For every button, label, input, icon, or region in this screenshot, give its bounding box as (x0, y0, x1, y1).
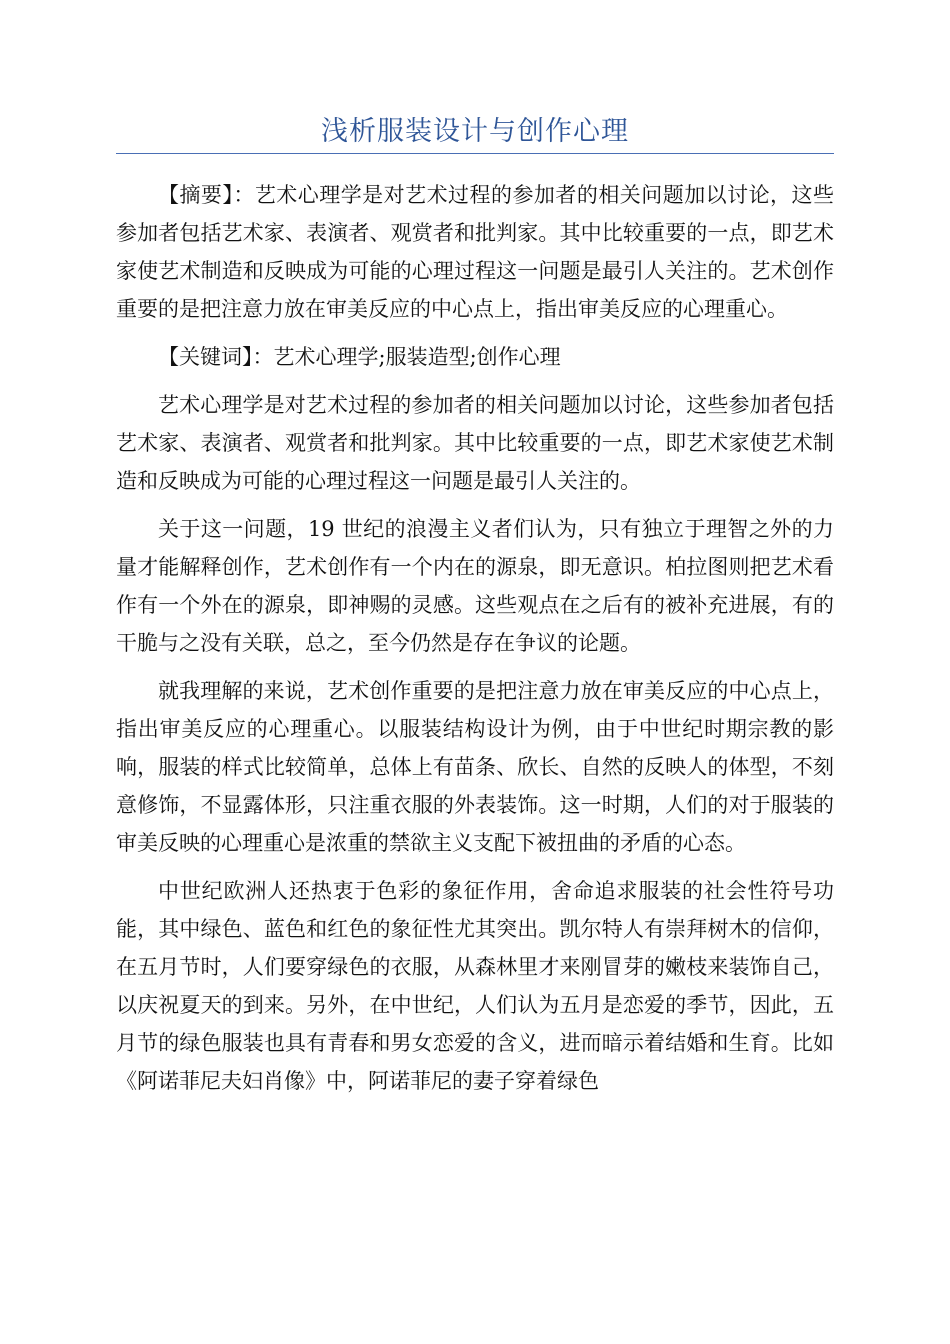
title-underline (116, 153, 834, 154)
abstract-paragraph: 【摘要】：艺术心理学是对艺术过程的参加者的相关问题加以讨论，这些参加者包括艺术家、表演者、观赏者和批判家。其中比较重要的一点，即艺术家使艺术制造和反映成为可能的心理过程这一问题是最引人关注的。艺术创作重要的是把注意力放在审美反应的中心点上，指出审美反应的心理重心。 (116, 183, 834, 321)
body-paragraph-1: 艺术心理学是对艺术过程的参加者的相关问题加以讨论，这些参加者包括艺术家、表演者、观赏者和批判家。其中比较重要的一点，即艺术家使艺术制造和反映成为可能的心理过程这一问题是最引人关注的。 (116, 393, 834, 493)
body-paragraph-4: 中世纪欧洲人还热衷于色彩的象征作用，舍命追求服装的社会性符号功能，其中绿色、蓝色和红色的象征性尤其突出。凯尔特人有崇拜树木的信仰，在五月节时，人们要穿绿色的衣服，从森林里才来刚冒芽的嫩枝来装饰自己，以庆祝夏天的到来。另外，在中世纪，人们认为五月是恋爱的季节，因此，五月节的绿色服装也具有青春和男女恋爱的含义，进而暗示着结婚和生育。比如《阿诺菲尼夫妇肖像》中，阿诺菲尼的妻子穿着绿色 (116, 879, 834, 1093)
keywords-paragraph: 【关键词】：艺术心理学;服装造型;创作心理 (158, 345, 561, 369)
body-paragraph-3: 就我理解的来说，艺术创作重要的是把注意力放在审美反应的中心点上，指出审美反应的心理重心。以服装结构设计为例，由于中世纪时期宗教的影响，服装的样式比较简单，总体上有苗条、欣长、自然的反映人的体型，不刻意修饰，不显露体形，只注重衣服的外表装饰。这一时期，人们的对于服装的审美反映的心理重心是浓重的禁欲主义支配下被扭曲的矛盾的心态。 (116, 679, 834, 855)
document-body (116, 176, 834, 1110)
document-title: 浅析服装设计与创作心理 (321, 116, 629, 147)
body-paragraph-2: 关于这一问题，19 世纪的浪漫主义者们认为，只有独立于理智之外的力量才能解释创作，艺术创作有一个内在的源泉，即无意识。柏拉图则把艺术看作有一个外在的源泉，即神赐的灵感。这些观点在之后有的被补充进展，有的干脆与之没有关联，总之，至今仍然是存在争议的论题。 (116, 517, 834, 655)
